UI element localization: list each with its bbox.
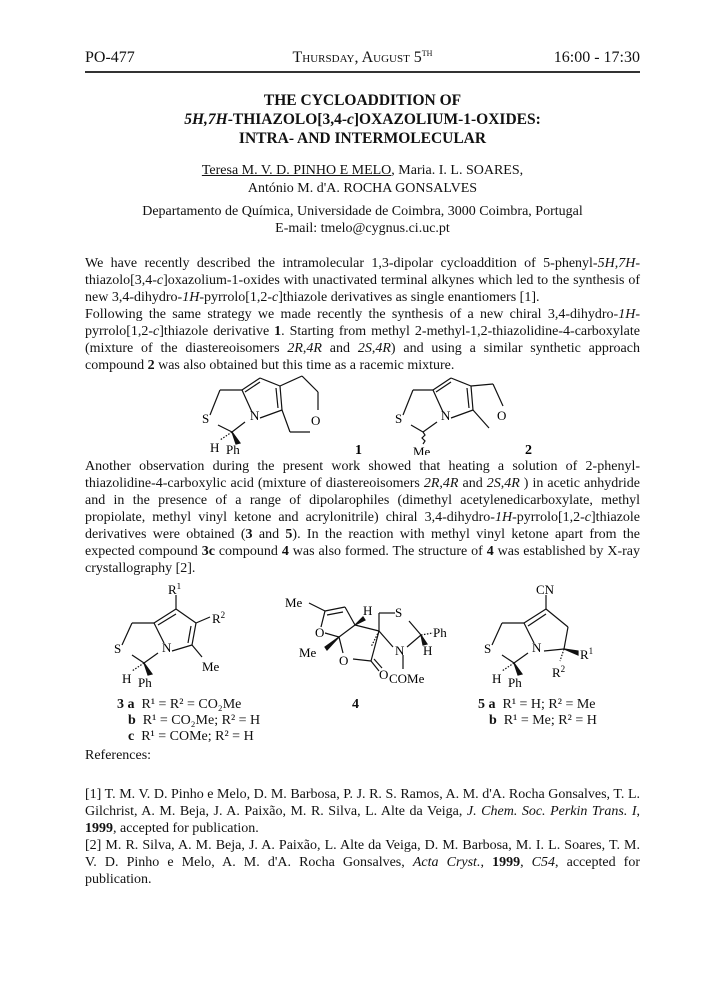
r-letter: R xyxy=(552,665,561,680)
group-Ph: Ph xyxy=(226,442,240,455)
legend-row xyxy=(117,713,292,729)
italic-text: c xyxy=(156,273,164,288)
group-Me: Me xyxy=(285,595,303,610)
ref-volume: C54 xyxy=(531,855,556,870)
title-line-1: THE CYCLOADDITION OF xyxy=(263,92,462,109)
paragraph-1 xyxy=(85,255,640,374)
group-R2 xyxy=(552,664,565,680)
title-part: -THIAZOLO[3,4- xyxy=(227,111,347,128)
atom-N: N xyxy=(441,408,451,423)
ref-text: , xyxy=(520,855,532,870)
reference-2 xyxy=(85,837,640,888)
r-letter: R xyxy=(580,647,589,662)
email: E-mail: tmelo@cygnus.ci.uc.pt xyxy=(275,221,450,236)
compound-ref: 3 xyxy=(245,527,253,542)
italic-text: 1H xyxy=(618,307,636,322)
atom-N: N xyxy=(162,640,172,655)
text: ]oxazolium-1-oxides with unactivated terminal alkynes which led to the synthesis of new 3,4-dihydro- xyxy=(85,273,640,305)
ref-text: [2] M. R. Silva, A. M. Beja, J. A. Paixão, L. Alte da Veiga, D. M. Barbosa, M. I. L. Soares, T. M. V. D. Pinho e Melo, A. M. d'A. Rocha Gonsalves, xyxy=(85,838,640,870)
atom-H: H xyxy=(492,671,502,686)
atom-H: H xyxy=(423,643,433,658)
page-header xyxy=(85,49,640,73)
italic-text: 2R xyxy=(423,476,440,491)
structure-compound-5 xyxy=(478,583,628,695)
group-Me: Me xyxy=(299,645,317,660)
variant-text: R¹ = R² = CO₂Me xyxy=(141,697,242,712)
atom-H: H xyxy=(122,671,132,686)
legend-row xyxy=(117,729,292,745)
atom-H: H xyxy=(363,603,373,618)
atom-S: S xyxy=(484,641,492,656)
atom-S: S xyxy=(395,605,403,620)
structure-compound-3 xyxy=(110,583,280,695)
ref-text: , xyxy=(480,855,493,870)
text: was established by X-ray crystallography [2]. xyxy=(85,544,641,576)
atom-O: O xyxy=(339,653,349,668)
title-line-3: INTRA- AND INTERMOLECULAR xyxy=(238,130,487,147)
variant-letter: b xyxy=(489,713,497,728)
italic-text: 1H xyxy=(182,290,200,305)
ref-year: 1999 xyxy=(85,821,113,836)
r-index: 1 xyxy=(588,646,594,656)
authors-line-2: António M. d'A. ROCHA GONSALVES xyxy=(247,181,478,196)
compound-ref: 4 xyxy=(486,544,494,559)
atom-O: O xyxy=(379,667,389,682)
co-authors: , Maria. I. L. SOARES, xyxy=(391,163,524,178)
structure-compound-2 xyxy=(385,370,550,455)
atom-S: S xyxy=(395,411,403,426)
italic-text: 2R xyxy=(287,341,303,356)
italic-text: 4R xyxy=(504,476,520,491)
atom-N: N xyxy=(250,408,260,423)
title-line-2 xyxy=(85,110,640,129)
italic-text: 5H,7H xyxy=(597,256,636,271)
ref-year: 1999 xyxy=(492,855,521,870)
legend-row xyxy=(117,697,292,713)
text: and xyxy=(458,476,487,491)
italic-text: c xyxy=(272,290,279,305)
atom-O: O xyxy=(497,408,507,423)
text: -pyrrolo[1,2- xyxy=(512,510,585,525)
ref-journal: Acta Cryst. xyxy=(412,855,481,870)
group-Me: Me xyxy=(413,444,431,455)
text: Following the same strategy we made recently the synthesis of a new chiral 3,4-dihydro- xyxy=(85,307,619,322)
r-index: 2 xyxy=(220,610,226,620)
atom-N: N xyxy=(532,640,542,655)
ref-text: [1] T. M. V. D. Pinho e Melo, D. M. Barbosa, P. J. R. S. Ramos, A. M. d'A. Rocha Gonsalves, T. L. Gilchrist, A. M. Beja, J. A. Paixão, M. R. Silva, L. Alte da Veiga, xyxy=(85,787,640,819)
italic-text: 1H xyxy=(494,510,513,525)
compound-label-2: 2 xyxy=(525,443,532,455)
atom-N: N xyxy=(395,643,405,658)
variant-text: R¹ = CO₂Me; R² = H xyxy=(142,713,261,728)
italic-text: c xyxy=(153,324,160,339)
text: , xyxy=(302,341,307,356)
ref-text: , accepted for publication. xyxy=(113,821,259,836)
affiliation xyxy=(85,203,640,237)
compound-number: 5 xyxy=(478,697,485,712)
session-time: 16:00 - 17:30 xyxy=(553,49,640,66)
text: compound xyxy=(214,544,282,559)
atom-S: S xyxy=(114,641,122,656)
authors xyxy=(85,162,640,198)
text: was also formed. The structure of xyxy=(288,544,487,559)
title-italic: 5H,7H xyxy=(184,111,228,128)
ref-text: , xyxy=(636,804,641,819)
text: , xyxy=(500,476,505,491)
group-Me: Me xyxy=(202,659,220,674)
presenting-author: Teresa M. V. D. PINHO E MELO xyxy=(201,163,392,178)
text: We have recently described the intramolecular 1,3-dipolar cycloaddition of 5-phenyl- xyxy=(85,256,598,271)
text: ]thiazole derivatives were obtained ( xyxy=(85,510,640,542)
compound-5-legend xyxy=(478,697,638,729)
italic-text: 4R xyxy=(442,476,459,491)
atom-O: O xyxy=(311,413,321,428)
references-heading: References: xyxy=(85,748,152,763)
compound-ref: 5 xyxy=(285,527,293,542)
atom-O: O xyxy=(315,625,325,640)
session-day-text: Thursday, August 5 xyxy=(292,49,422,66)
compound-label-1: 1 xyxy=(355,443,362,455)
variant-text: R¹ = Me; R² = H xyxy=(503,713,597,728)
italic-text: 2S xyxy=(357,341,372,356)
compound-label-4: 4 xyxy=(352,697,359,712)
text: -thiazolo[3,4- xyxy=(85,256,640,288)
text: ) in acetic anhydride and in the presence of a range of dipolarophiles (dimethyl acetylenedicarboxylate, methyl propiolate, methyl vinyl ketone and acrylonitrile) chiral 3,4-dihydro- xyxy=(85,476,640,525)
poster-code: PO-477 xyxy=(85,49,135,66)
paragraph-2 xyxy=(85,458,640,577)
ref-text: , accepted for publication. xyxy=(85,855,640,887)
text: and xyxy=(252,527,286,542)
text: -pyrrolo[1,2- xyxy=(199,290,273,305)
group-Ph: Ph xyxy=(508,675,522,690)
group-R2 xyxy=(212,610,225,626)
r-index: 2 xyxy=(560,664,566,674)
ref-journal: J. Chem. Soc. Perkin Trans. I xyxy=(466,804,637,819)
text: ]thiazole derivatives as single enantiomers [1]. xyxy=(278,290,540,305)
italic-text: 4R xyxy=(375,341,391,356)
italic-text: 4R xyxy=(306,341,322,356)
r-letter: R xyxy=(212,611,221,626)
r-index: 1 xyxy=(176,583,182,591)
structure-compound-4 xyxy=(283,595,463,710)
compound-ref: 1 xyxy=(274,324,282,339)
group-COMe: COMe xyxy=(389,671,425,686)
structure-compound-1 xyxy=(190,370,380,455)
references-list xyxy=(85,786,640,888)
compound-ref: 2 xyxy=(147,358,155,373)
text: -pyrrolo[1,2- xyxy=(85,307,640,339)
text: and xyxy=(321,341,358,356)
group-R1 xyxy=(580,646,593,662)
compound-ref: 3c xyxy=(201,544,215,559)
title-italic-c: c xyxy=(347,111,354,128)
legend-row xyxy=(478,697,638,713)
text: ]thiazole derivative xyxy=(159,324,275,339)
session-day-sup: TH xyxy=(421,49,433,58)
variant-letter: c xyxy=(128,729,135,744)
text: ). In the reaction with methyl vinyl ketone apart from the expected compound xyxy=(85,527,640,559)
compound-3-legend xyxy=(117,697,292,745)
italic-text: 2S xyxy=(486,476,501,491)
atom-S: S xyxy=(202,411,210,426)
compound-number: 3 xyxy=(117,697,124,712)
group-R1 xyxy=(168,583,181,597)
text: Another observation during the present work showed that heating a solution of 2-phenyl-thiazolidine-4-carboxylic acid (mixture of diastereoisomers xyxy=(85,459,640,491)
reference-1 xyxy=(85,786,640,837)
text: , xyxy=(439,476,443,491)
group-Ph: Ph xyxy=(433,625,447,640)
legend-row xyxy=(478,713,638,729)
atom-H: H xyxy=(210,440,220,455)
text: was also obtained but this time as a racemic mixture. xyxy=(154,358,455,373)
italic-text: c xyxy=(584,510,592,525)
variant-letter: a xyxy=(127,697,135,712)
variant-letter: a xyxy=(488,697,496,712)
variant-text: R¹ = COMe; R² = H xyxy=(141,729,254,744)
department: Departamento de Química, Universidade de Coimbra, 3000 Coimbra, Portugal xyxy=(142,204,583,219)
variant-text: R¹ = H; R² = Me xyxy=(502,697,596,712)
text: . Starting from methyl 2-methyl-1,2-thiazolidine-4-carboxylate (mixture of the diastereoisomers xyxy=(85,324,640,356)
r-letter: R xyxy=(168,583,177,597)
compound-ref: 4 xyxy=(281,544,289,559)
text: , xyxy=(371,341,376,356)
title-part: ]OXAZOLIUM-1-OXIDES: xyxy=(353,111,541,128)
group-Ph: Ph xyxy=(138,675,152,690)
group-CN: CN xyxy=(536,583,555,597)
text: ) and using a similar synthetic approach compound xyxy=(85,341,640,373)
paper-title xyxy=(85,91,640,148)
authors-line-1 xyxy=(85,162,640,180)
variant-letter: b xyxy=(128,713,136,728)
